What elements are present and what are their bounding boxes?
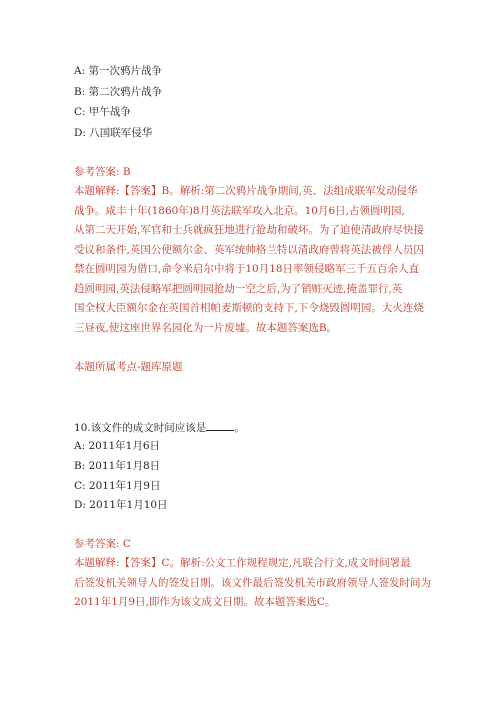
answer-blank bbox=[206, 419, 234, 431]
q10-option-a: A: 2011年1月6日 bbox=[74, 440, 161, 452]
q10-option-c: C: 2011年1月9日 bbox=[74, 480, 161, 492]
q9-option-c: C: 甲午战争 bbox=[74, 106, 131, 118]
q10-answer: 参考答案: C bbox=[74, 538, 131, 550]
q10-explanation-line: 本题解释:【答案】C。解析:公文工作规程规定,凡联合行文,成文时间署最 bbox=[74, 557, 411, 569]
q9-topic: 本题所属考点-题库原题 bbox=[74, 361, 183, 373]
q10-explanation-line: 2011年1月9日,即作为该文成文日期。故本题答案选C。 bbox=[74, 596, 336, 608]
q9-option-a: A: 第一次鸦片战争 bbox=[74, 65, 162, 77]
q9-explanation-line: 趋圆明园,英法侵略军把圆明园抢劫一空之后,为了销赃灭迹,掩盖罪行,英 bbox=[74, 283, 403, 295]
q9-explanation-line: 国全权大臣额尔金在英国首相帕麦斯顿的支持下,下令烧毁圆明园。大火连烧 bbox=[74, 302, 424, 314]
q10-option-b: B: 2011年1月8日 bbox=[74, 460, 161, 472]
q10-question-end: 。 bbox=[234, 422, 245, 434]
q9-explanation-line: 三昼夜,使这座世界名园化为一片废墟。故本题答案选B。 bbox=[74, 322, 338, 334]
q10-option-d: D: 2011年1月10日 bbox=[74, 499, 168, 511]
q10-explanation-line: 后签发机关领导人的签发日期。该文件最后签发机关市政府领导人签发时间为 bbox=[74, 577, 431, 589]
q9-explanation-line: 受议和条件,英国公使额尔金、英军统帅格兰特以清政府曾将英法被俘人员囚 bbox=[74, 244, 424, 256]
q9-explanation-line: 本题解释:【答案】B。解析:第二次鸦片战争期间,英、法组成联军发动侵华 bbox=[74, 185, 418, 197]
q9-explanation-line: 禁在圆明园为借口,命令米启尔中将于10月18日率领侵略军三千五百余人直 bbox=[74, 263, 420, 275]
q9-explanation-line: 从第二天开始,军官和士兵就疯狂地进行抢劫和破坏。为了迫使清政府尽快接 bbox=[74, 224, 424, 236]
q9-answer: 参考答案: B bbox=[74, 166, 131, 178]
q9-option-b: B: 第二次鸦片战争 bbox=[74, 86, 163, 98]
q10-question-text: 10.该文件的成文时间应该是 bbox=[74, 422, 207, 434]
q9-explanation-line: 战争。咸丰十年(1860年)8月英法联军攻入北京。10月6日,占领圆明园, bbox=[74, 205, 405, 217]
q9-option-d: D: 八国联军侵华 bbox=[74, 127, 153, 139]
q10-question bbox=[74, 419, 245, 435]
